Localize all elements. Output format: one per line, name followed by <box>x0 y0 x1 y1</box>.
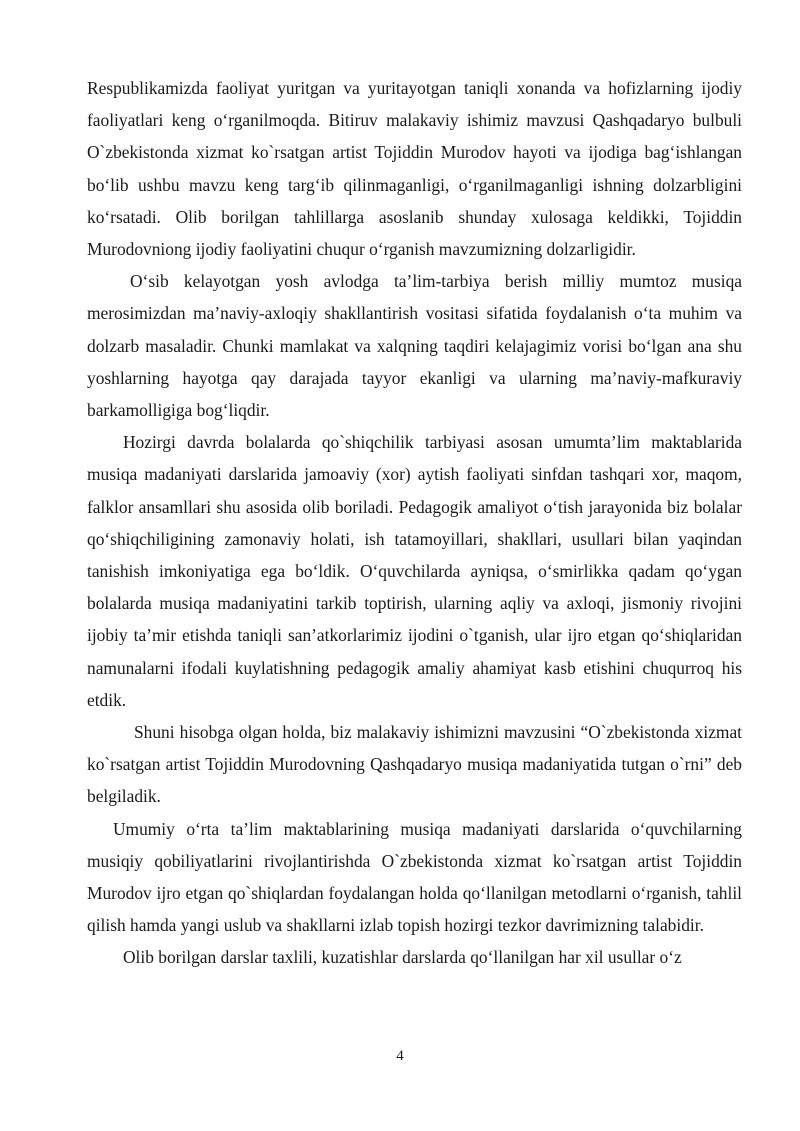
body-text <box>87 72 742 974</box>
paragraph-3: Hozirgi davrda bolalarda qo`shiqchilik tarbiyasi asosan umumta’lim maktablarida musiqa madaniyati darslarida jamoaviy (xor) aytish faoliyati sinfdan tashqari xor, maqom, falklor ansamllari shu asosida olib boriladi. Pedagogik amaliyot o‘tish jarayonida biz bolalar qo‘shiqchiligining zamonaviy holati, ish tatamoyillari, shakllari, usullari bilan yaqindan tanishish imkoniyatiga ega bo‘ldik. O‘quvchilarda ayniqsa, o‘smirlikka qadam qo‘ygan bolalarda musiqa madaniyatini tarkib toptirish, ularning aqliy va axloqi, jismoniy rivojini ijobiy ta’mir etishda taniqli san’atkorlarimiz ijodini o`tganish, ular ijro etgan qo‘shiqlaridan namunalarni ifodali kuylatishning pedagogik amaliy ahamiyat kasb etishini chuqurroq his etdik. <box>87 432 742 710</box>
page-number: 4 <box>396 1048 404 1064</box>
paragraph-5: Umumiy o‘rta ta’lim maktablarining musiqa madaniyati darslarida o‘quvchilarning musiqiy qobiliyatlarini rivojlantirishda O`zbekistonda xizmat ko`rsatgan artist Tojiddin Murodov ijro etgan qo`shiqlardan foydalangan holda qo‘llanilgan metodlarni o‘rganish, tahlil qilish hamda yangi uslub va shakllarni izlab topish hozirgi tezkor davrimizning talabidir. <box>87 818 742 936</box>
paragraph-2: O‘sib kelayotgan yosh avlodga ta’lim-tarbiya berish milliy mumtoz musiqa merosimizdan ma’naviy-axloqiy shakllantirish vositasi sifatida foydalanish o‘ta muhim va dolzarb masaladir. Chunki mamlakat va xalqning taqdiri kelajagimiz vorisi bo‘lgan ana shu yoshlarning hayotga qay darajada tayyor ekanligi va ularning ma’naviy-mafkuraviy barkamolligiga bog‘liqdir. <box>87 271 742 421</box>
paragraph-1: Respublikamizda faoliyat yuritgan va yuritayotgan taniqli xonanda va hofizlarning ijodiy faoliyatlari keng o‘rganilmoqda. Bitiruv malakaviy ishimiz mavzusi Qashqadaryo bulbuli O`zbekistonda xizmat ko`rsatgan artist Tojiddin Murodov hayoti va ijodiga bag‘ishlangan bo‘lib ushbu mavzu keng targ‘ib qilinmaganligi, o‘rganilmaganligi ishning dolzarbligini ko‘rsatadi. Olib borilgan tahlillarga asoslanib shunday xulosaga keldikki, Tojiddin Murodovniong ijodiy faoliyatini chuqur o‘rganish mavzumizning dolzarligidir. <box>87 78 742 260</box>
paragraph-6: Olib borilgan darslar taxlili, kuzatishlar darslarda qo‘llanilgan har xil usullar o‘z <box>123 947 682 968</box>
paragraph-4: Shuni hisobga olgan holda, biz malakaviy ishimizni mavzusini “O`zbekistonda xizmat ko`rsatgan artist Tojiddin Murodovning Qashqadaryo musiqa madaniyatida tutgan o`rni” deb belgiladik. <box>87 722 742 807</box>
